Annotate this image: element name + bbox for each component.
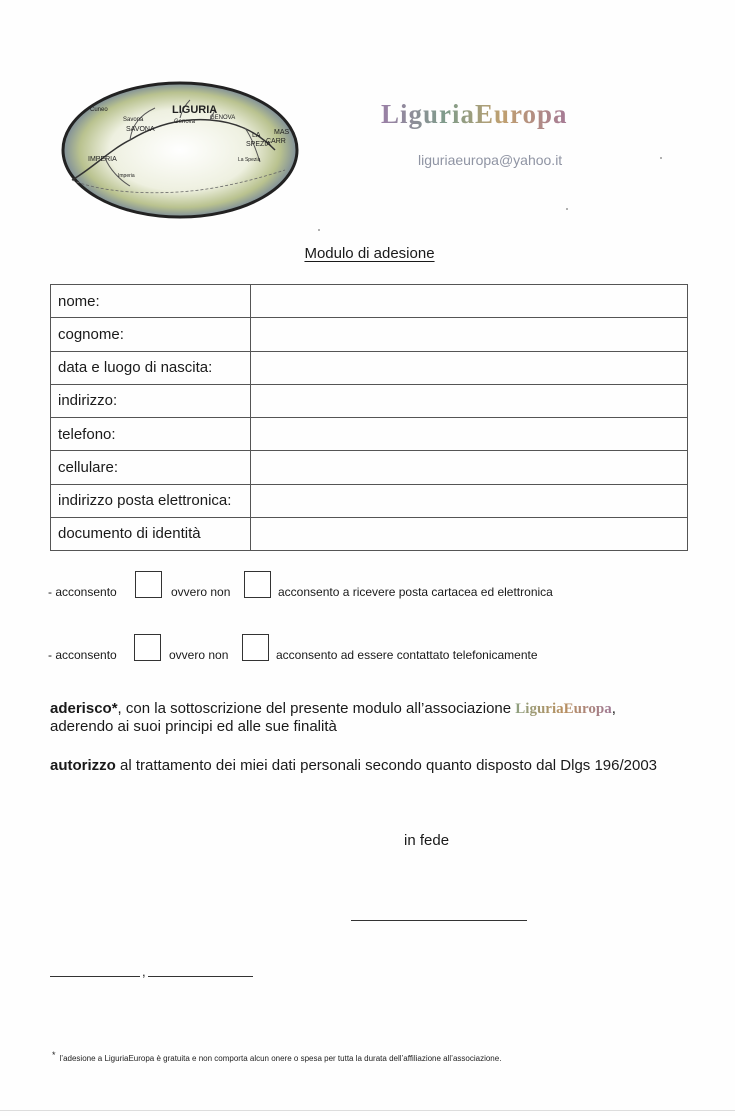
map-label-genova: GENOVA xyxy=(210,115,236,121)
field-label-nome: nome: xyxy=(51,285,251,318)
aderisco-tail: , xyxy=(611,700,616,717)
map-label-la: LA xyxy=(252,132,261,139)
scan-speck xyxy=(318,229,320,231)
place-line[interactable] xyxy=(50,976,140,977)
field-input-indirizzo[interactable] xyxy=(251,384,688,417)
brand-title: LiguriaEuropa xyxy=(381,99,568,129)
footnote-text: l’adesione a LiguriaEuropa è gratuita e non comporta alcun onere o spesa per tutta la durata dell’affiliazione all’associazione. xyxy=(59,1054,502,1063)
consent-telefono-no-checkbox[interactable] xyxy=(242,634,269,661)
in-fede-label: in fede xyxy=(404,832,450,849)
field-label-nascita: data e luogo di nascita: xyxy=(51,351,251,384)
table-row xyxy=(51,484,688,517)
aderisco-line2: aderendo ai suoi principi ed alle sue finalità xyxy=(50,718,337,735)
consent-posta-yes-checkbox[interactable] xyxy=(135,571,162,598)
map-label-imperia: IMPERIA xyxy=(88,156,117,163)
place-date-comma: , xyxy=(142,964,146,979)
map-label-spezia: SPEZIA xyxy=(246,141,271,148)
field-label-indirizzo: indirizzo: xyxy=(51,384,251,417)
consent-posta-no-checkbox[interactable] xyxy=(244,571,271,598)
consent-suffix: acconsento a ricevere posta cartacea ed elettronica xyxy=(278,585,553,599)
table-row xyxy=(51,517,688,550)
field-label-cellulare: cellulare: xyxy=(51,451,251,484)
aderisco-brand: LiguriaEuropa xyxy=(515,701,612,717)
table-row xyxy=(51,451,688,484)
field-input-nome[interactable] xyxy=(251,285,688,318)
map-label-massa: MAS xyxy=(274,129,290,136)
aderisco-statement xyxy=(50,700,688,736)
map-label-la-spezia-small: La Spezia xyxy=(238,157,261,163)
field-label-email: indirizzo posta elettronica: xyxy=(51,484,251,517)
field-input-email[interactable] xyxy=(251,484,688,517)
footnote-star: * xyxy=(52,1050,56,1060)
map-label-imperia-small: Imperia xyxy=(118,173,135,179)
table-row xyxy=(51,418,688,451)
field-label-telefono: telefono: xyxy=(51,418,251,451)
field-label-cognome: cognome: xyxy=(51,318,251,351)
field-input-cellulare[interactable] xyxy=(251,451,688,484)
map-label-liguria: LIGURIA xyxy=(172,104,218,116)
date-line[interactable] xyxy=(148,976,253,977)
form-title xyxy=(0,245,735,262)
form-title-text: Modulo di adesione xyxy=(304,245,435,262)
footnote xyxy=(52,1050,502,1063)
field-input-telefono[interactable] xyxy=(251,418,688,451)
liguria-map-logo xyxy=(60,80,300,220)
field-label-documento: documento di identità xyxy=(51,517,251,550)
field-input-nascita[interactable] xyxy=(251,351,688,384)
field-input-documento[interactable] xyxy=(251,517,688,550)
autorizzo-text: al trattamento dei miei dati personali secondo quanto disposto dal Dlgs 196/2003 xyxy=(115,757,658,774)
table-row xyxy=(51,351,688,384)
table-row xyxy=(51,285,688,318)
adesione-form-table xyxy=(50,284,688,551)
aderisco-bold: aderisco* xyxy=(50,700,118,717)
page-bottom-edge xyxy=(0,1110,735,1111)
signature-line[interactable] xyxy=(351,920,527,921)
scan-speck xyxy=(660,157,662,159)
consent-suffix: acconsento ad essere contattato telefonicamente xyxy=(276,648,538,662)
consent-prefix: - acconsento xyxy=(48,585,117,599)
map-label-savona: SAVONA xyxy=(126,126,155,133)
scan-speck xyxy=(566,208,568,210)
consent-middle: ovvero non xyxy=(171,585,231,599)
field-input-cognome[interactable] xyxy=(251,318,688,351)
map-label-cuneo: Cuneo xyxy=(90,107,108,113)
aderisco-text: , con la sottoscrizione del presente modulo all’associazione xyxy=(117,700,512,717)
map-label-savona-small: Savona xyxy=(123,117,144,123)
autorizzo-statement xyxy=(50,757,688,775)
consent-telefono-yes-checkbox[interactable] xyxy=(134,634,161,661)
consent-prefix: - acconsento xyxy=(48,648,117,662)
table-row xyxy=(51,384,688,417)
consent-middle: ovvero non xyxy=(169,648,229,662)
map-label-carrara: CARR xyxy=(266,138,286,145)
autorizzo-bold: autorizzo xyxy=(50,757,116,774)
map-label-genova-small: Genova xyxy=(174,119,196,125)
brand-email: liguriaeuropa@yahoo.it xyxy=(418,152,563,168)
table-row xyxy=(51,318,688,351)
